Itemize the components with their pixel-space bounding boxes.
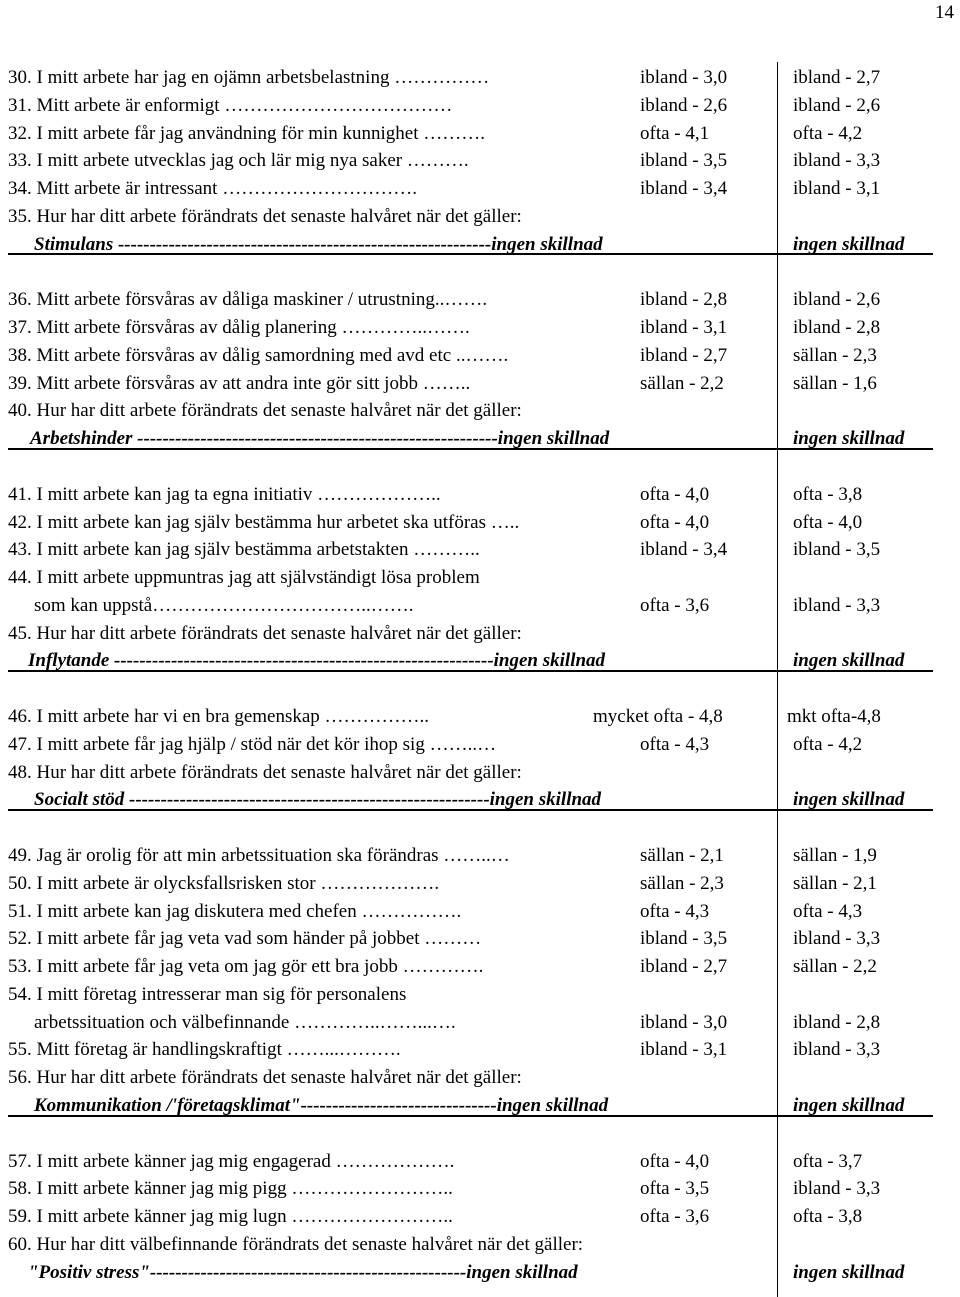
section-divider: [8, 448, 933, 450]
question-text: 44. I mitt arbete uppmuntras jag att självständigt lösa problem: [8, 567, 480, 588]
answer-value-2007: sällan - 2,3: [793, 344, 877, 366]
question-text: 46. I mitt arbete har vi en bra gemenskap ……………..: [8, 706, 430, 727]
answer-value-2008: ofta - 3,6: [640, 594, 710, 616]
answer-value-2007: ibland - 3,3: [793, 150, 881, 172]
answer-value-2008: ibland - 2,7: [640, 956, 728, 977]
question-text: 33. I mitt arbete utvecklas jag och lär mig nya saker ……….: [8, 150, 469, 172]
answer-value-2008: ibland - 3,1: [640, 1039, 728, 1061]
survey-item-row: [0, 370, 960, 397]
question-text: 50. I mitt arbete är olycksfallsrisken stor ……………….: [8, 872, 440, 894]
section-divider: [8, 670, 933, 672]
question-text: 59. I mitt arbete känner jag mig lugn ……………………..: [8, 1206, 453, 1227]
survey-item-row: [0, 120, 960, 147]
answer-value-2008: ibland - 3,0: [640, 67, 728, 88]
question-text: 36. Mitt arbete försvåras av dåliga maskiner / utrustning..…….: [8, 289, 488, 311]
summary-value-2007: ingen skillnad: [793, 1261, 905, 1283]
summary-text: Stimulans -----------------------------------------------------------ingen skillnad: [34, 233, 603, 255]
answer-value-2008: ofta - 3,6: [640, 1206, 710, 1227]
answer-value-2007: sällan - 1,9: [793, 845, 877, 866]
change-question-text: 48. Hur har ditt arbete förändrats det senaste halvåret när det gäller:: [8, 761, 522, 783]
question-text: 41. I mitt arbete kan jag ta egna initiativ ………………..: [8, 483, 441, 505]
summary-value-2007: ingen skillnad: [793, 1094, 905, 1116]
summary-row: [0, 1259, 960, 1286]
answer-value-2008: ibland - 3,4: [640, 178, 728, 199]
change-question-text: 35. Hur har ditt arbete förändrats det senaste halvåret när det gäller:: [8, 205, 522, 227]
answer-value-2008: ibland - 3,4: [640, 539, 728, 561]
section-divider: [8, 253, 933, 255]
answer-value-2008: ibland - 2,7: [640, 344, 728, 366]
summary-value-2007: ingen skillnad: [793, 428, 905, 449]
survey-item-row: [0, 286, 960, 313]
answer-value-2007: ibland - 2,8: [793, 1011, 881, 1033]
answer-value-2007: ofta - 3,8: [793, 483, 863, 505]
answer-value-2008: ofta - 4,0: [640, 483, 710, 505]
answer-value-2007: ibland - 3,3: [793, 1178, 881, 1200]
answer-value-2008: ofta - 4,0: [640, 511, 710, 533]
answer-value-2007: ofta - 4,2: [793, 733, 863, 755]
answer-value-2007: ofta - 4,0: [793, 511, 863, 533]
survey-item-row: [0, 842, 960, 869]
answer-value-2007: sällan - 1,6: [793, 372, 877, 394]
survey-item-row: [0, 342, 960, 369]
survey-item-row: [0, 1036, 960, 1063]
question-text: 52. I mitt arbete får jag veta vad som händer på jobbet ………: [8, 928, 482, 950]
question-text: 43. I mitt arbete kan jag själv bestämma arbetstakten ………..: [8, 539, 480, 561]
answer-value-2008: ofta - 4,3: [640, 733, 710, 755]
change-question-row: [0, 1064, 960, 1091]
answer-value-2007: ibland - 2,8: [793, 317, 881, 338]
answer-value-2008: ibland - 3,0: [640, 1011, 728, 1033]
survey-item-row: [0, 564, 960, 591]
change-question-row: [0, 759, 960, 786]
answer-value-2007: ofta - 4,2: [793, 122, 863, 144]
summary-text: Inflytande ------------------------------------------------------------ingen skillnad: [28, 650, 606, 672]
answer-value-2008: ofta - 4,3: [640, 900, 710, 922]
survey-item-row: [0, 1203, 960, 1230]
survey-item-row: [0, 536, 960, 563]
summary-text: "Positiv stress"--------------------------------------------------ingen skillnad: [28, 1261, 578, 1283]
answer-value-2008: mycket ofta - 4,8: [593, 706, 723, 727]
survey-item-row: [0, 925, 960, 952]
answer-value-2007: ibland - 3,5: [793, 539, 881, 561]
question-text: 39. Mitt arbete försvåras av att andra inte gör sitt jobb ……..: [8, 372, 471, 394]
question-text: 31. Mitt arbete är enformigt ………………………………: [8, 94, 453, 116]
question-text: 34. Mitt arbete är intressant ………………………….: [8, 178, 417, 199]
question-text: 38. Mitt arbete försvåras av dålig samordning med avd etc ..…….: [8, 344, 509, 366]
question-text: 37. Mitt arbete försvåras av dålig planering …………..…….: [8, 317, 470, 338]
page-number: 14: [935, 2, 954, 23]
survey-item-row: [0, 898, 960, 925]
answer-value-2007: ofta - 3,8: [793, 1206, 863, 1227]
answer-value-2007: ibland - 2,6: [793, 94, 881, 116]
question-text: 53. I mitt arbete får jag veta om jag gör ett bra jobb ………….: [8, 956, 484, 977]
question-text: som kan uppstå……………………………..…….: [34, 594, 414, 616]
answer-value-2008: ofta - 4,0: [640, 1150, 710, 1172]
survey-item-row: [0, 1148, 960, 1175]
question-text: 32. I mitt arbete får jag användning för min kunnighet ……….: [8, 122, 485, 144]
change-question-row: [0, 397, 960, 424]
question-text: 42. I mitt arbete kan jag själv bestämma hur arbetet ska utföras …..: [8, 511, 520, 533]
answer-value-2008: ibland - 3,5: [640, 928, 728, 950]
summary-text: Arbetshinder ---------------------------------------------------------ingen skillnad: [30, 428, 610, 449]
change-question-text: 45. Hur har ditt arbete förändrats det senaste halvåret när det gäller:: [8, 622, 522, 644]
survey-item-row: [0, 592, 960, 619]
answer-value-2008: sällan - 2,1: [640, 845, 724, 866]
question-text: 49. Jag är orolig för att min arbetssituation ska förändras ……..…: [8, 845, 510, 866]
section-divider: [8, 1115, 933, 1117]
survey-item-row: [0, 953, 960, 980]
survey-item-row: [0, 481, 960, 508]
answer-value-2007: sällan - 2,2: [793, 956, 877, 977]
answer-value-2008: ibland - 2,6: [640, 94, 728, 116]
question-text: 30. I mitt arbete har jag en ojämn arbetsbelastning ……………: [8, 67, 490, 88]
survey-item-row: [0, 314, 960, 341]
survey-item-row: [0, 1009, 960, 1036]
change-question-row: [0, 620, 960, 647]
answer-value-2007: mkt ofta-4,8: [787, 706, 881, 727]
summary-value-2007: ingen skillnad: [793, 789, 905, 811]
answer-value-2007: ibland - 3,1: [793, 178, 881, 199]
change-question-row: [0, 1231, 960, 1258]
answer-value-2007: sällan - 2,1: [793, 872, 877, 894]
answer-value-2008: ibland - 3,1: [640, 317, 728, 338]
answer-value-2007: ofta - 3,7: [793, 1150, 863, 1172]
answer-value-2007: ibland - 2,6: [793, 289, 881, 311]
survey-item-row: [0, 147, 960, 174]
summary-value-2007: ingen skillnad: [793, 650, 905, 672]
section-divider: [8, 809, 933, 811]
answer-value-2008: sällan - 2,3: [640, 872, 724, 894]
survey-item-row: [0, 1175, 960, 1202]
answer-value-2007: ibland - 3,3: [793, 594, 881, 616]
answer-value-2007: ibland - 3,3: [793, 928, 881, 950]
answer-value-2007: ibland - 2,7: [793, 67, 881, 88]
answer-value-2008: sällan - 2,2: [640, 372, 724, 394]
summary-value-2007: ingen skillnad: [793, 233, 905, 255]
question-text: 54. I mitt företag intresserar man sig för personalens: [8, 983, 407, 1005]
answer-value-2008: ofta - 4,1: [640, 122, 710, 144]
survey-item-row: [0, 731, 960, 758]
change-question-row: [0, 203, 960, 230]
change-question-text: 40. Hur har ditt arbete förändrats det senaste halvåret när det gäller:: [8, 400, 522, 422]
summary-text: Socialt stöd ---------------------------------------------------------ingen skillnad: [34, 789, 602, 811]
survey-item-row: [0, 64, 960, 91]
question-text: 58. I mitt arbete känner jag mig pigg ……………………..: [8, 1178, 453, 1200]
answer-value-2007: ibland - 3,3: [793, 1039, 881, 1061]
answer-value-2007: ofta - 4,3: [793, 900, 863, 922]
survey-item-row: [0, 981, 960, 1008]
change-question-text: 60. Hur har ditt välbefinnande förändrats det senaste halvåret när det gäller:: [8, 1233, 584, 1255]
answer-value-2008: ibland - 3,5: [640, 150, 728, 172]
change-question-text: 56. Hur har ditt arbete förändrats det senaste halvåret när det gäller:: [8, 1067, 522, 1088]
answer-value-2008: ofta - 3,5: [640, 1178, 710, 1200]
survey-item-row: [0, 92, 960, 119]
question-text: arbetssituation och välbefinnande …………..……...….: [34, 1011, 456, 1033]
question-text: 47. I mitt arbete får jag hjälp / stöd när det kör ihop sig ……..…: [8, 733, 497, 755]
question-text: 57. I mitt arbete känner jag mig engagerad ……………….: [8, 1150, 455, 1172]
answer-value-2008: ibland - 2,8: [640, 289, 728, 311]
survey-item-row: [0, 509, 960, 536]
question-text: 55. Mitt företag är handlingskraftigt ……...……….: [8, 1039, 401, 1061]
survey-item-row: [0, 175, 960, 202]
survey-item-row: [0, 703, 960, 730]
survey-item-row: [0, 870, 960, 897]
summary-text: Kommunikation /'företagsklimat"-------------------------------ingen skillnad: [34, 1094, 609, 1116]
question-text: 51. I mitt arbete kan jag diskutera med chefen …………….: [8, 900, 462, 922]
